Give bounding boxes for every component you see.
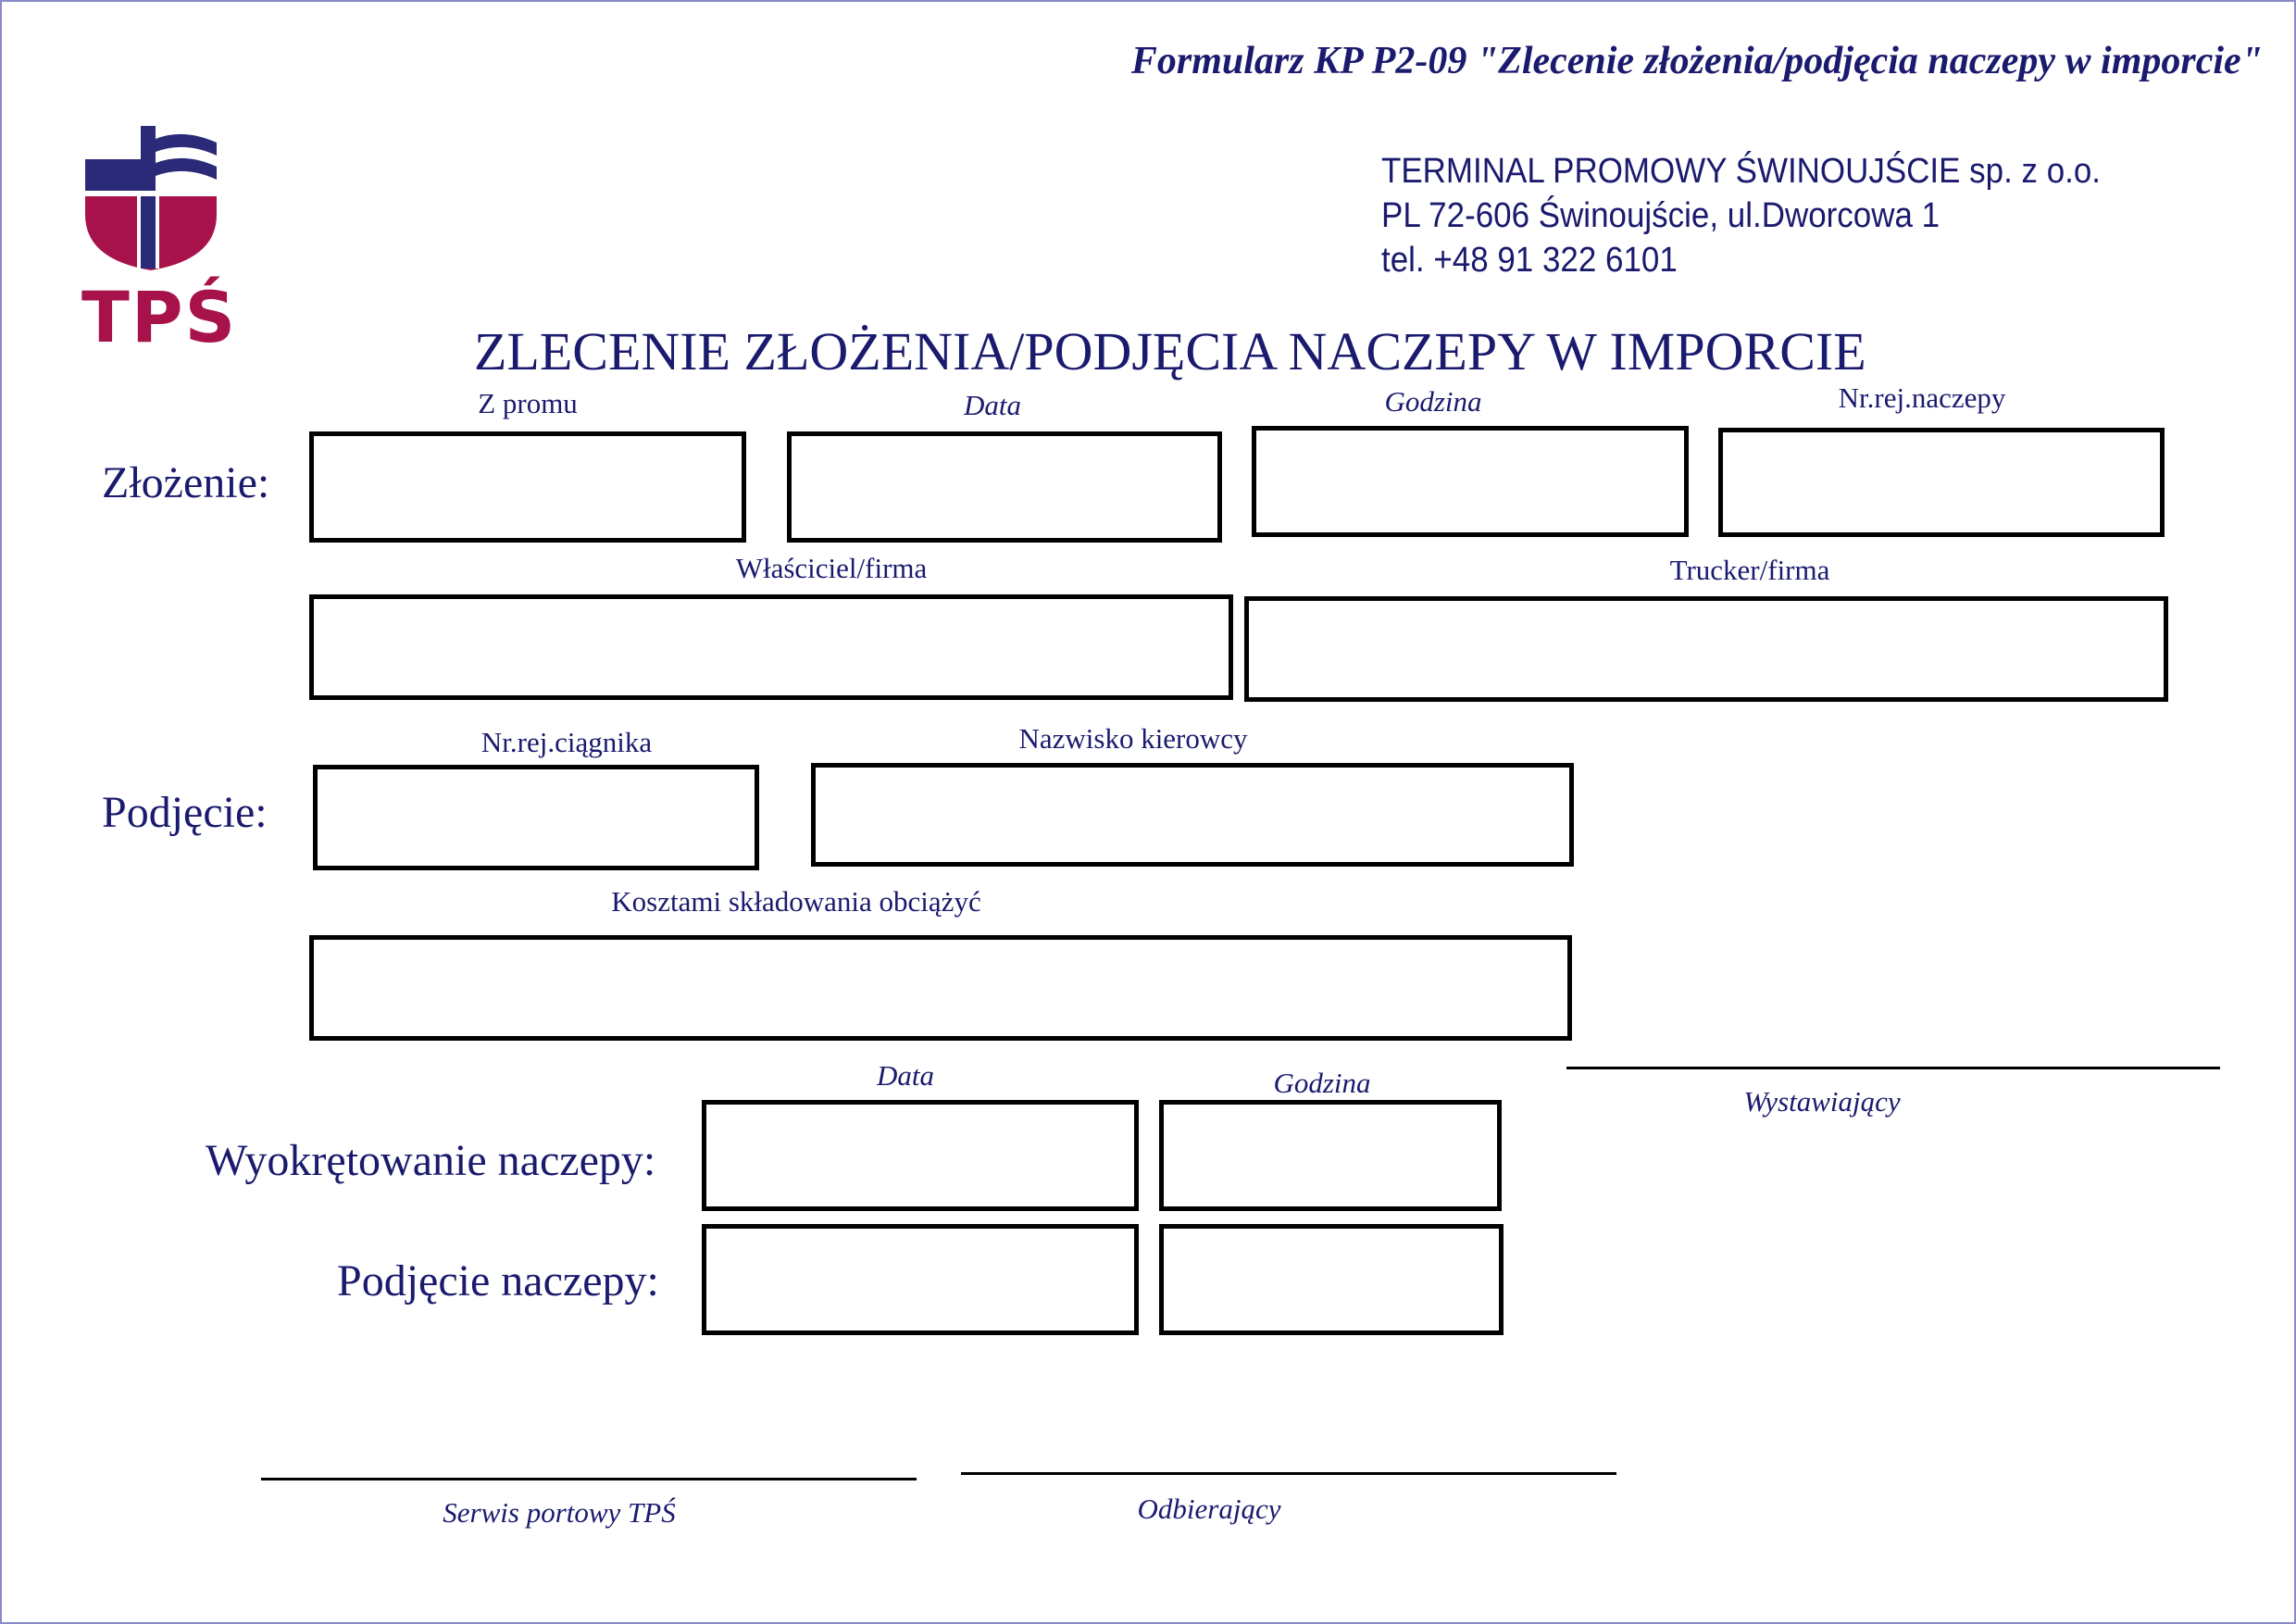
wystawiajacy-signature-line[interactable]: [1566, 1067, 2220, 1069]
nazwisko-kierowcy-label: Nazwisko kierowcy: [1018, 722, 1248, 755]
wyokretowanie-godzina-field[interactable]: [1159, 1100, 1502, 1211]
trucker-label: Trucker/firma: [1669, 554, 1830, 586]
form-title: ZLECENIE ZŁOŻENIA/PODJĘCIA NACZEPY W IMPORCIE: [474, 321, 1866, 381]
wyokretowanie-data-field[interactable]: [702, 1100, 1139, 1211]
wyokretowanie-label: Wyokrętowanie naczepy:: [206, 1136, 656, 1185]
nr-rej-naczepy-field[interactable]: [1718, 428, 2165, 537]
nr-rej-ciagnika-field[interactable]: [313, 765, 759, 870]
zlozenie-godzina-field[interactable]: [1252, 426, 1689, 537]
trucker-field[interactable]: [1244, 596, 2168, 702]
z-promu-field[interactable]: [309, 431, 746, 543]
nr-rej-ciagnika-label: Nr.rej.ciągnika: [480, 726, 653, 758]
podjecie-naczepy-godzina-field[interactable]: [1159, 1224, 1504, 1335]
serwis-signature-line[interactable]: [261, 1478, 917, 1480]
nazwisko-kierowcy-field[interactable]: [811, 763, 1574, 867]
zlozenie-data-label: Data: [964, 389, 1021, 421]
company-name: TERMINAL PROMOWY ŚWINOUJŚCIE sp. z o.o.: [1381, 152, 2102, 191]
form-code: Formularz KP P2-09 "Zlecenie złożenia/podjęcia naczepy w imporcie": [1130, 40, 2263, 82]
koszty-label: Kosztami składowania obciążyć: [611, 885, 981, 918]
company-phone: tel. +48 91 322 6101: [1381, 241, 1678, 280]
wlasciciel-label: Właściciel/firma: [735, 552, 928, 584]
zlozenie-data-field[interactable]: [787, 431, 1222, 543]
odbierajacy-label: Odbierający: [1137, 1493, 1281, 1525]
company-address: PL 72-606 Świnoujście, ul.Dworcowa 1: [1381, 196, 1940, 235]
podjecie-naczepy-label: Podjęcie naczepy:: [337, 1256, 659, 1305]
odbierajacy-signature-line[interactable]: [961, 1472, 1616, 1475]
wystawiajacy-label: Wystawiający: [1743, 1085, 1901, 1118]
times-godzina-label: Godzina: [1273, 1067, 1371, 1099]
wlasciciel-field[interactable]: [309, 594, 1233, 700]
zlozenie-godzina-label: Godzina: [1384, 385, 1482, 418]
logo-text: TPŚ: [81, 276, 238, 358]
times-data-label: Data: [877, 1059, 934, 1092]
podjecie-label: Podjęcie:: [102, 788, 268, 837]
podjecie-naczepy-data-field[interactable]: [702, 1224, 1139, 1335]
nr-rej-naczepy-label: Nr.rej.naczepy: [1838, 381, 2006, 414]
z-promu-label: Z promu: [478, 387, 578, 419]
koszty-field[interactable]: [309, 935, 1572, 1041]
company-logo: [81, 122, 238, 358]
zlozenie-label: Złożenie:: [102, 458, 270, 507]
serwis-label: Serwis portowy TPŚ: [443, 1496, 676, 1529]
logo-emblem-icon: [81, 122, 220, 270]
